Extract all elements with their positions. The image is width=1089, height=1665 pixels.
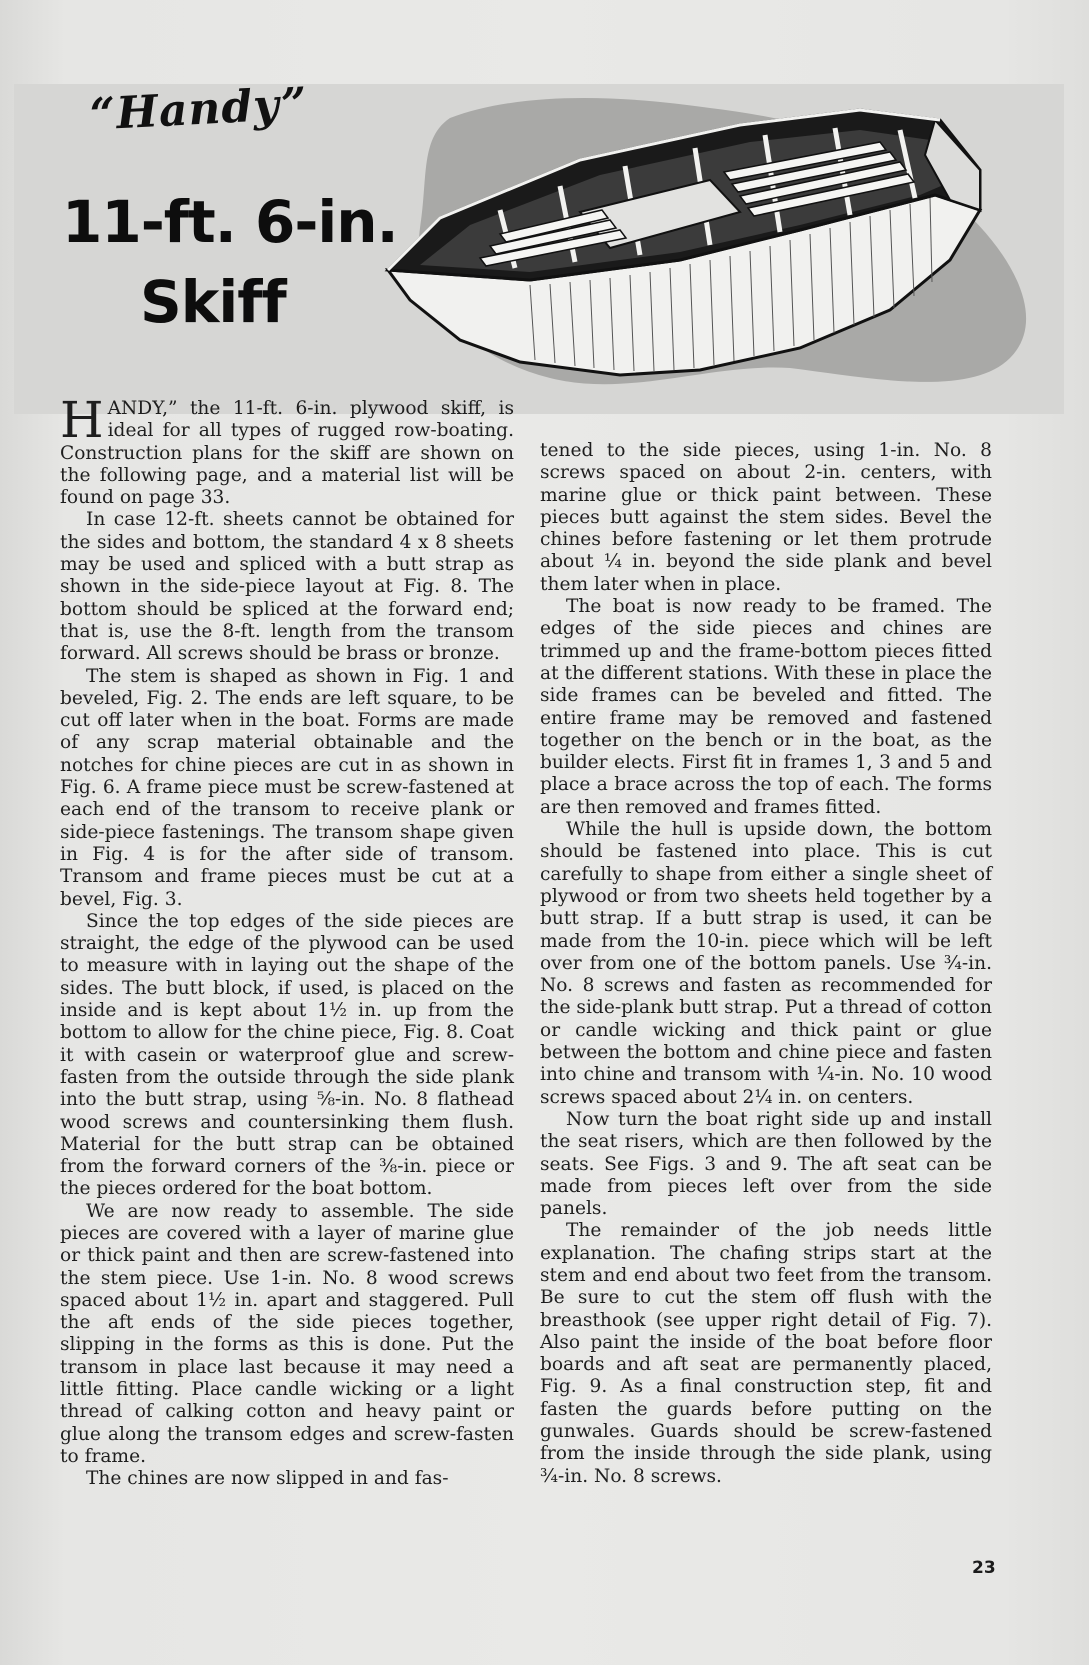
article-paragraph: While the hull is upside down, the bottom should be fastened into place. This is cut carefully to shape from either a single sheet of plywood or from two sheets held together by a butt strap. If a butt strap is used, it can be made from the 10-in. piece which will be left over from one of the bottom panels. Use ¾-in. No. 8 screws and fasten as recommended for the side-plank butt strap. Put a thread of cotton or candle wicking and thick paint or glue between the bottom and chine piece and fasten into chine and transom with ¼-in. No. 10 wood screws spaced about 2¼ in. on centers. — [540, 819, 992, 1108]
article-paragraph: HANDY,” the 11-ft. 6-in. plywood skiff, is ideal for all types of rugged row-boating. Construction plans for the skiff are shown on the following page, and a material list will be found on page 33. — [60, 391, 514, 509]
article-paragraph: The stem is shaped as shown in Fig. 1 and beveled, Fig. 2. The ends are left square, to be cut off later when in the boat. Forms are made of any scrap material obtainable and the notches for chine pieces are cut in as shown in Fig. 6. A frame piece must be screw-fastened at each end of the transom to receive plank or side-piece fastenings. The transom shape given in Fig. 4 is for the after side of transom. Transom and frame pieces must be cut at a bevel, Fig. 3. — [60, 665, 514, 910]
article-paragraph: The boat is now ready to be framed. The edges of the side pieces and chines are trimmed up and the frame-bottom pieces fitted at the different stations. With these in place the side frames can be beveled and fitted. The entire frame may be removed and fastened together on the bench or in the boat, as the builder elects. First fit in frames 1, 3 and 5 and place a brace across the top of each. The forms are then removed and frames fitted. — [540, 596, 992, 818]
skiff-illustration — [380, 100, 1000, 390]
page-title-line2: Skiff — [140, 268, 286, 336]
kicker-title: “Handy” — [88, 78, 309, 141]
article-paragraph: tened to the side pieces, using 1-in. No. 8 screws spaced on about 2-in. centers, with marine glue or thick paint between. These pieces butt against the stem sides. Bevel the chines before fastening or let them protrude about ¼ in. beyond the side plank and bevel them later when in place. — [540, 440, 992, 595]
article-paragraph: Now turn the boat right side up and install the seat risers, which are then followed by the seats. See Figs. 3 and 9. The aft seat can be made from pieces left over from the side panels. — [540, 1108, 992, 1220]
article-column-right — [540, 440, 992, 1488]
article-paragraph: We are now ready to assemble. The side pieces are covered with a layer of marine glue or thick paint and then are screw-fastened into the stem piece. Use 1-in. No. 8 wood screws spaced about 1½ in. apart and staggered. Pull the aft ends of the side pieces together, slipping in the forms as this is done. Put the transom in place last because it may need a little fitting. Place candle wicking or a light thread of calking cotton and heavy paint or glue along the transom edges and screw-fasten to frame. — [60, 1200, 514, 1467]
page-title-line1: 11-ft. 6-in. — [62, 188, 398, 256]
article-column-left — [60, 391, 514, 1491]
article-paragraph: The remainder of the job needs little explanation. The chafing strips start at the stem and end about two feet from the transom. Be sure to cut the stem off flush with the breasthook (see upper right detail of Fig. 7). Also paint the inside of the boat before floor boards and aft seat are permanently placed, Fig. 9. As a final construction step, fit and fasten the guards before putting on the gunwales. Guards should be screw-fastened from the inside through the side plank, using ¾-in. No. 8 screws. — [540, 1220, 992, 1487]
drop-cap: H — [60, 391, 104, 449]
page-number: 23 — [972, 1558, 996, 1578]
article-paragraph: In case 12-ft. sheets cannot be obtained for the sides and bottom, the standard 4 x 8 sheets may be used and spliced with a butt strap as shown in the side-piece layout at Fig. 8. The bottom should be spliced at the forward end; that is, use the 8-ft. length from the transom forward. All screws should be brass or bronze. — [60, 509, 514, 665]
article-paragraph: Since the top edges of the side pieces are straight, the edge of the plywood can be used to measure with in laying out the shape of the sides. The butt block, if used, is placed on the inside and is kept about 1½ in. up from the bottom to allow for the chine piece, Fig. 8. Coat it with casein or waterproof glue and screw-fasten from the outside through the side plank into the butt strap, using ⅝-in. No. 8 flathead wood screws and countersinking them flush. Material for the butt strap can be obtained from the forward corners of the ⅜-in. piece or the pieces ordered for the boat bottom. — [60, 910, 514, 1200]
article-paragraph: The chines are now slipped in and fas- — [86, 1468, 449, 1490]
